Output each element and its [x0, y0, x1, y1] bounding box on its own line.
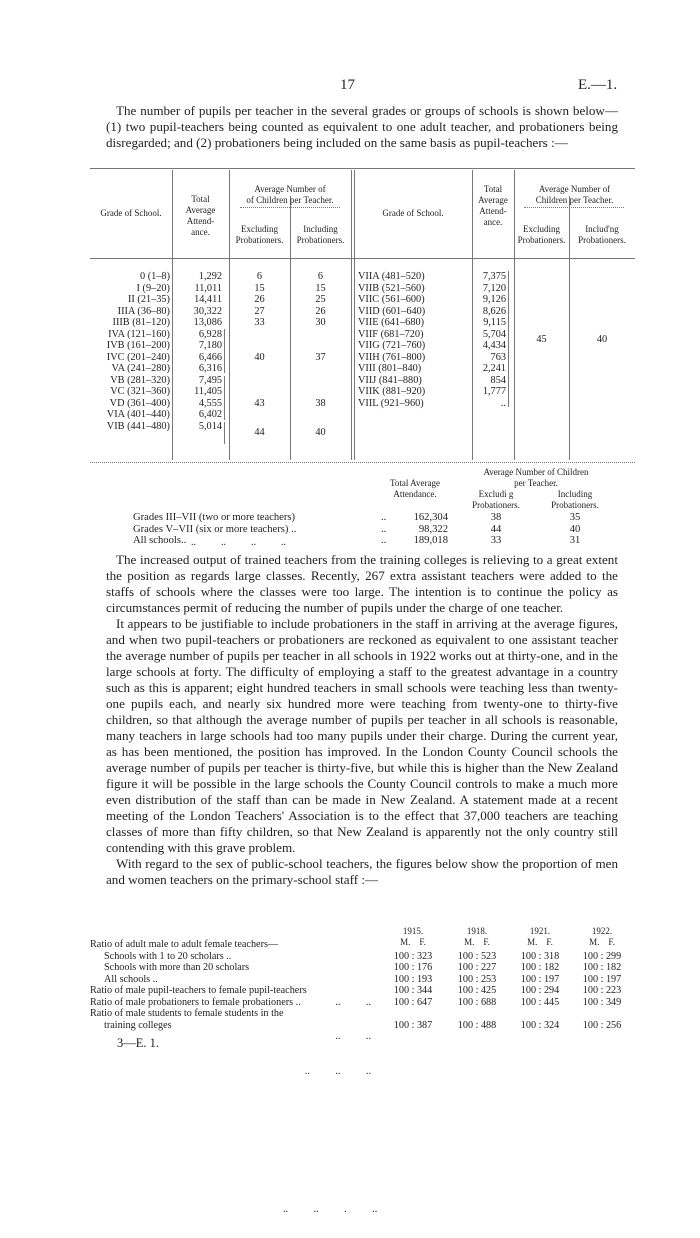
summary-row3-dots: .. .. .. ..: [191, 537, 286, 548]
summary-excl-column: 38 44 33: [490, 512, 502, 546]
intro-paragraph: [106, 103, 618, 151]
ratio-1915-column: 100 : 323 100 : 176 100 : 193 100 : 344 100 : 647 100 : 387: [393, 950, 433, 1031]
ratio-label-column: Ratio of adult male to adult female teachers— Schools with 1 to 20 scholars .. Schools with more than 20 scholars All schools .. Ratio of male pupil-teachers to female pupil-teachers Ratio of male probationers to female probationers .. Ratio of male students to female students in the training colleges: [90, 939, 307, 1031]
grade-table: [90, 168, 635, 463]
summary-avg-header: Average Number of Children per Teacher.: [483, 467, 589, 488]
paragraph-2: The increased output of trained teachers from the training colleges is relieving to a great extent the position as regards large classes. Recently, 267 extra assistant teachers were added to the staffs of schools where the classes were too large. The intention is to continue the policy as circumstances permit of reducing the number of pupils under the charge of one teacher.: [106, 552, 618, 615]
grade-header-left: Grade of School.: [100, 208, 162, 218]
left-grade-column: 0 (1–8) I (9–20) II (21–35) IIIA (36–80) IIIB (81–120) IVA (121–160) IVB (161–200) IVC (201–240) VA (241–280) VB (281–320) VC (321–360) VD (361–400) VIA (401–440) VIB (441–480): [106, 271, 170, 432]
paragraph-3: It appears to be justifiable to include probationers in the staff in arriving at the average figures, and when two pupil-teachers or probationers are reckoned as equivalent to one assistant teacher the average number of pupils per teacher in all schools in 1922 works out at thirty-one, and in the large schools at forty. The difficulty of employing a staff to the greatest advantage in a country such as this is apparent; eight hundred teachers in small schools were teaching less than twenty-one pupils each, and nearly six hundred more were teaching from twenty-one to thirty-five children, so that although the average number of pupils per teacher in all schools is reasonable, many teachers in large schools had too many pupils under their charge. During the current year, as has been mentioned, the position has improved. In the London County Council schools the average number of pupils per teacher is thirty-five, but while this is higher than the New Zealand figure it will be possible in the large schools the County Council controls to make a much more even distribution of the staff than can be made in New Zealand. A statement made at a recent meeting of the London Teachers' Association is to the effect that 37,000 teachers are teaching classes of more than fifty children, so that New Zealand is apparently not the only country still contending with this grave problem.: [106, 616, 618, 855]
summary-label-column: Grades III–VII (two or more teachers) Grades V–VII (six or more teachers) .. All schools..: [133, 512, 297, 546]
mf-1921: M. F.: [527, 937, 553, 947]
mf-1915: M. F.: [400, 937, 426, 947]
ratio-1918-column: 100 : 523 100 : 227 100 : 253 100 : 425 100 : 688 100 : 488: [457, 950, 497, 1031]
group2-incl: 38: [315, 398, 326, 409]
section-code: E.—1.: [578, 77, 618, 93]
group2-excl: 43: [254, 398, 265, 409]
group3-excl: 44: [254, 427, 265, 438]
year-1921: 1921.: [529, 926, 551, 936]
right-group-incl: 40: [596, 334, 608, 345]
ratio-dots-column: .. .. .. .. .. .. .. .. .. . ..: [283, 996, 378, 1215]
group3-incl: 40: [315, 427, 326, 438]
mf-1922: M. F.: [589, 937, 615, 947]
summary-total-column: 162,304 98,322 189,018: [413, 512, 448, 546]
left-excl-column: 6 15 26 27 33: [254, 271, 265, 328]
footer-signature: 3—E. 1.: [117, 1036, 160, 1050]
incl-header-right: Includ'ng Probationers.: [578, 224, 626, 245]
paragraph-4: With regard to the sex of public-school teachers, the figures below show the proportion of men and women teachers on the primary-school staff :—: [106, 856, 618, 887]
total-header-left: Total Average Attend- ance.: [185, 194, 216, 237]
page-number: 17: [340, 77, 355, 93]
total-header-right: Total Average Attend- ance.: [478, 184, 508, 227]
ratio-1921-column: 100 : 318 100 : 182 100 : 197 100 : 294 100 : 445 100 : 324: [520, 950, 560, 1031]
left-total-column: 1,292 11,011 14,411 30,322 13,086 6,928 7,180 6,466 6,316 7,495 11,405 4,555 6,402 5,014: [193, 271, 222, 432]
year-1922: 1922.: [591, 926, 613, 936]
summary-dots-column: .. .. ..: [381, 512, 387, 546]
excl-header-right: Excluding Probationers.: [517, 224, 566, 245]
ratio-1922-column: 100 : 299 100 : 182 100 : 197 100 : 223 100 : 349 100 : 256: [582, 950, 622, 1031]
incl-header-left: Including Probationers.: [296, 224, 345, 245]
summary-incl-header: Including Probationers.: [551, 489, 599, 510]
summary-incl-column: 35 40 31: [569, 512, 581, 546]
summary-excl-header: Excludi g Probationers.: [472, 489, 520, 510]
year-1915: 1915.: [402, 926, 424, 936]
mf-1918: M. F.: [464, 937, 490, 947]
intro-text: The number of pupils per teacher in the several grades or groups of schools is shown below—(1) two pupil-teachers being counted as equivalent to one adult teacher, and probationers being disregarded; and (2) probationers being included on the same basis as pupil-teachers :—: [106, 103, 618, 150]
avg-header-right: Average Number of Children per Teacher.: [535, 184, 614, 205]
excl-header-left: Excluding Probationers.: [235, 224, 284, 245]
right-total-column: 7,375 7,120 9,126 8,626 9,115 5,704 4,434 763 2,241 854 1,777 ..: [482, 271, 506, 409]
group1-incl: 37: [315, 352, 326, 363]
right-group-excl: 45: [536, 334, 547, 345]
summary-total-header: Total Average Attendance.: [390, 478, 440, 499]
group1-excl: 40: [254, 352, 265, 363]
avg-header-left: Average Number of of Children per Teacher.: [246, 184, 334, 205]
body-paragraphs: [106, 552, 618, 888]
grade-header-right: Grade of School.: [382, 208, 444, 218]
right-grade-column: VIIA (481–520) VIIB (521–560) VIIC (561–600) VIID (601–640) VIIE (641–680) VIIF (681–720) VIIG (721–760) VIIH (761–800) VIII (801–840) VIIJ (841–880) VIIK (881–920) VIIL (921–960): [358, 271, 426, 409]
year-1918: 1918.: [466, 926, 488, 936]
left-incl-column: 6 15 25 26 30: [315, 271, 326, 328]
